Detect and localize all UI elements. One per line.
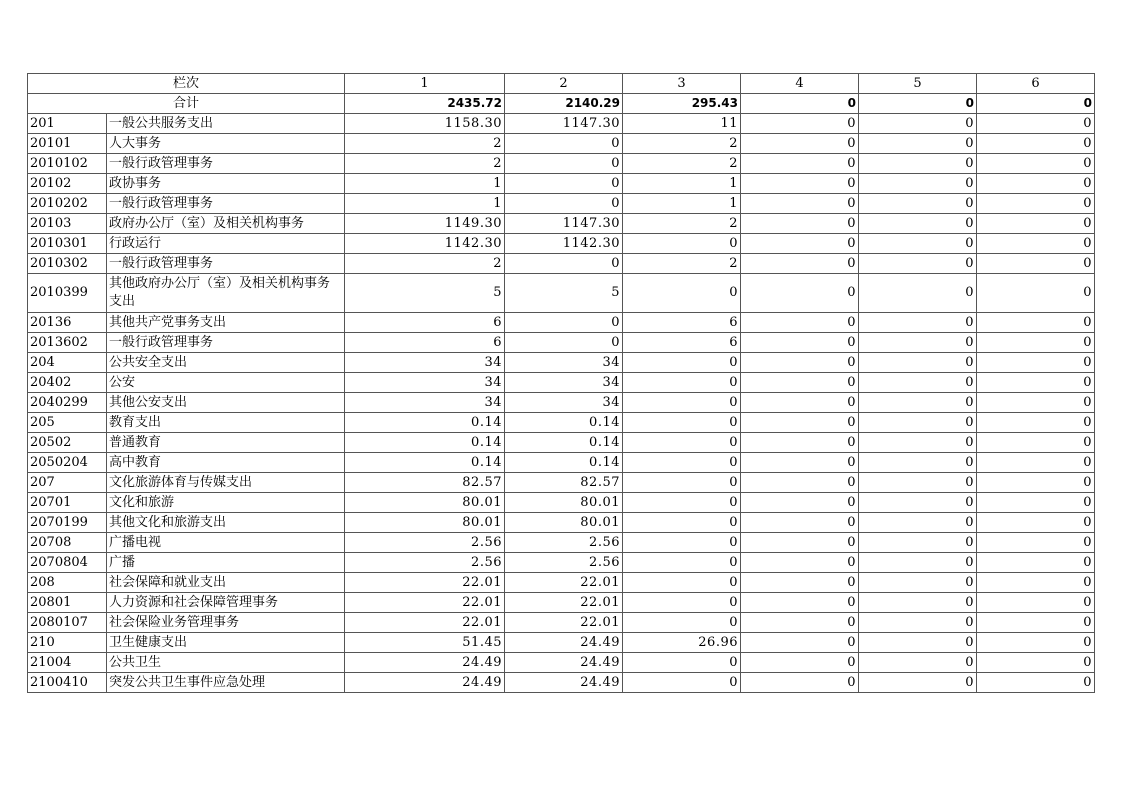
table-row <box>28 254 1095 274</box>
row-value: 34 <box>345 393 505 413</box>
row-value: 0 <box>741 613 859 633</box>
row-name: 政府办公厅（室）及相关机构事务 <box>107 214 345 234</box>
row-value: 0 <box>623 493 741 513</box>
row-value: 26.96 <box>623 633 741 653</box>
expenditure-table <box>27 73 1095 693</box>
row-value: 0 <box>741 633 859 653</box>
row-value: 0 <box>741 234 859 254</box>
row-value: 2 <box>345 254 505 274</box>
row-value: 1147.30 <box>505 214 623 234</box>
table-row <box>28 433 1095 453</box>
row-value: 82.57 <box>505 473 623 493</box>
row-value: 0 <box>977 633 1095 653</box>
table-row <box>28 413 1095 433</box>
row-code: 210 <box>28 633 107 653</box>
row-value: 0.14 <box>345 413 505 433</box>
row-value: 0 <box>741 134 859 154</box>
row-value: 0 <box>741 254 859 274</box>
row-value: 0 <box>741 433 859 453</box>
table-row <box>28 274 1095 313</box>
row-code: 20801 <box>28 593 107 613</box>
row-name: 文化和旅游 <box>107 493 345 513</box>
row-value: 80.01 <box>505 513 623 533</box>
table-row <box>28 653 1095 673</box>
row-code: 2010202 <box>28 194 107 214</box>
row-value: 1158.30 <box>345 114 505 134</box>
row-value: 6 <box>623 333 741 353</box>
row-value: 34 <box>505 393 623 413</box>
row-value: 0 <box>741 333 859 353</box>
total-label: 合计 <box>28 94 345 114</box>
table-row <box>28 234 1095 254</box>
row-value: 0 <box>977 613 1095 633</box>
row-value: 0 <box>859 373 977 393</box>
row-value: 0 <box>741 154 859 174</box>
row-value: 0 <box>505 254 623 274</box>
row-name: 教育支出 <box>107 413 345 433</box>
row-value: 0 <box>623 373 741 393</box>
row-code: 2070199 <box>28 513 107 533</box>
row-value: 0 <box>623 453 741 473</box>
row-value: 2.56 <box>505 533 623 553</box>
row-value: 0 <box>623 573 741 593</box>
table-row <box>28 214 1095 234</box>
row-value: 0 <box>623 274 741 313</box>
row-name: 一般行政管理事务 <box>107 194 345 214</box>
row-value: 0.14 <box>345 453 505 473</box>
row-value: 0 <box>977 194 1095 214</box>
row-value: 0 <box>977 214 1095 234</box>
row-name: 公安 <box>107 373 345 393</box>
row-value: 0.14 <box>505 453 623 473</box>
row-value: 0 <box>859 134 977 154</box>
row-value: 1 <box>623 194 741 214</box>
row-value: 24.49 <box>345 653 505 673</box>
row-value: 0 <box>741 473 859 493</box>
row-name: 高中教育 <box>107 453 345 473</box>
table-row <box>28 313 1095 333</box>
row-value: 82.57 <box>345 473 505 493</box>
row-code: 20103 <box>28 214 107 234</box>
row-value: 0 <box>859 593 977 613</box>
total-value: 0 <box>741 94 859 114</box>
row-value: 0 <box>859 453 977 473</box>
row-name: 其他文化和旅游支出 <box>107 513 345 533</box>
row-value: 0 <box>977 493 1095 513</box>
row-name: 突发公共卫生事件应急处理 <box>107 673 345 693</box>
row-value: 0 <box>859 214 977 234</box>
row-value: 0 <box>859 653 977 673</box>
row-code: 2013602 <box>28 333 107 353</box>
row-name: 普通教育 <box>107 433 345 453</box>
row-value: 0.14 <box>505 433 623 453</box>
table-row <box>28 633 1095 653</box>
table-row <box>28 114 1095 134</box>
row-value: 0 <box>623 673 741 693</box>
row-value: 0 <box>977 413 1095 433</box>
row-value: 34 <box>505 353 623 373</box>
row-value: 1 <box>623 174 741 194</box>
row-code: 2010102 <box>28 154 107 174</box>
total-value: 2140.29 <box>505 94 623 114</box>
row-value: 0 <box>741 553 859 573</box>
row-value: 0.14 <box>345 433 505 453</box>
row-value: 22.01 <box>505 613 623 633</box>
table-row <box>28 533 1095 553</box>
row-value: 0 <box>623 613 741 633</box>
row-value: 0 <box>859 353 977 373</box>
row-value: 80.01 <box>345 493 505 513</box>
row-value: 0 <box>741 214 859 234</box>
row-code: 201 <box>28 114 107 134</box>
table-row <box>28 593 1095 613</box>
header-col: 2 <box>505 74 623 94</box>
row-value: 0 <box>859 573 977 593</box>
row-value: 0 <box>977 453 1095 473</box>
row-value: 0 <box>741 453 859 473</box>
row-value: 1142.30 <box>345 234 505 254</box>
header-label: 栏次 <box>28 74 345 94</box>
row-code: 2050204 <box>28 453 107 473</box>
row-value: 0 <box>859 154 977 174</box>
row-value: 0 <box>977 513 1095 533</box>
row-value: 0 <box>505 174 623 194</box>
row-value: 0 <box>741 373 859 393</box>
row-value: 34 <box>345 373 505 393</box>
row-value: 0 <box>977 114 1095 134</box>
row-value: 0 <box>741 573 859 593</box>
row-value: 22.01 <box>505 593 623 613</box>
header-col: 6 <box>977 74 1095 94</box>
row-code: 2070804 <box>28 553 107 573</box>
row-value: 0 <box>977 473 1095 493</box>
row-name: 广播电视 <box>107 533 345 553</box>
row-name: 社会保障和就业支出 <box>107 573 345 593</box>
table-row <box>28 493 1095 513</box>
row-value: 11 <box>623 114 741 134</box>
row-value: 0 <box>977 393 1095 413</box>
row-value: 0 <box>741 393 859 413</box>
table-row <box>28 393 1095 413</box>
row-value: 6 <box>345 333 505 353</box>
row-value: 0 <box>859 433 977 453</box>
row-value: 0 <box>741 353 859 373</box>
row-value: 0 <box>859 393 977 413</box>
total-row <box>28 94 1095 114</box>
table-row <box>28 373 1095 393</box>
row-value: 0 <box>977 274 1095 313</box>
total-value: 295.43 <box>623 94 741 114</box>
row-value: 0 <box>741 413 859 433</box>
row-value: 0 <box>977 533 1095 553</box>
row-value: 24.49 <box>505 673 623 693</box>
row-name: 公共安全支出 <box>107 353 345 373</box>
row-value: 0 <box>623 353 741 373</box>
row-value: 0 <box>623 513 741 533</box>
row-value: 0 <box>977 154 1095 174</box>
table-row <box>28 333 1095 353</box>
header-col: 5 <box>859 74 977 94</box>
row-value: 0 <box>977 433 1095 453</box>
row-value: 2 <box>623 214 741 234</box>
row-value: 0 <box>741 513 859 533</box>
row-value: 34 <box>345 353 505 373</box>
row-value: 0 <box>859 533 977 553</box>
table-row <box>28 553 1095 573</box>
total-value: 0 <box>977 94 1095 114</box>
row-value: 0 <box>977 553 1095 573</box>
row-value: 0 <box>741 114 859 134</box>
row-name: 一般公共服务支出 <box>107 114 345 134</box>
row-value: 24.49 <box>345 673 505 693</box>
row-value: 0 <box>623 473 741 493</box>
row-value: 2 <box>623 154 741 174</box>
row-value: 0 <box>859 333 977 353</box>
row-value: 0 <box>505 333 623 353</box>
row-code: 204 <box>28 353 107 373</box>
row-value: 1142.30 <box>505 234 623 254</box>
header-col: 3 <box>623 74 741 94</box>
total-value: 2435.72 <box>345 94 505 114</box>
table-row <box>28 513 1095 533</box>
row-value: 1149.30 <box>345 214 505 234</box>
row-name: 一般行政管理事务 <box>107 333 345 353</box>
row-value: 0 <box>741 653 859 673</box>
row-code: 20101 <box>28 134 107 154</box>
row-value: 0 <box>505 134 623 154</box>
row-value: 0 <box>623 653 741 673</box>
row-value: 22.01 <box>345 593 505 613</box>
row-value: 0 <box>741 174 859 194</box>
row-value: 6 <box>345 313 505 333</box>
row-code: 2010302 <box>28 254 107 274</box>
total-value: 0 <box>859 94 977 114</box>
row-value: 0 <box>977 593 1095 613</box>
row-value: 2 <box>345 134 505 154</box>
row-name: 卫生健康支出 <box>107 633 345 653</box>
row-value: 0 <box>741 673 859 693</box>
row-value: 24.49 <box>505 653 623 673</box>
row-value: 0 <box>977 353 1095 373</box>
table-row <box>28 573 1095 593</box>
row-value: 2.56 <box>345 553 505 573</box>
row-code: 2010399 <box>28 274 107 313</box>
row-value: 1 <box>345 174 505 194</box>
row-value: 0.14 <box>505 413 623 433</box>
row-code: 20102 <box>28 174 107 194</box>
row-code: 208 <box>28 573 107 593</box>
row-value: 2 <box>345 154 505 174</box>
row-value: 2.56 <box>505 553 623 573</box>
row-value: 0 <box>859 473 977 493</box>
row-value: 0 <box>977 653 1095 673</box>
row-code: 20136 <box>28 313 107 333</box>
row-value: 0 <box>859 413 977 433</box>
table-row <box>28 473 1095 493</box>
row-value: 0 <box>741 274 859 313</box>
row-value: 0 <box>977 333 1095 353</box>
row-code: 2040299 <box>28 393 107 413</box>
header-col: 4 <box>741 74 859 94</box>
row-value: 2 <box>623 254 741 274</box>
row-value: 0 <box>859 613 977 633</box>
row-value: 0 <box>977 174 1095 194</box>
row-name: 人力资源和社会保障管理事务 <box>107 593 345 613</box>
row-value: 0 <box>623 593 741 613</box>
table-row <box>28 613 1095 633</box>
row-code: 207 <box>28 473 107 493</box>
row-name: 一般行政管理事务 <box>107 254 345 274</box>
row-value: 0 <box>859 114 977 134</box>
row-value: 22.01 <box>345 613 505 633</box>
table-row <box>28 353 1095 373</box>
row-name: 人大事务 <box>107 134 345 154</box>
row-value: 2 <box>623 134 741 154</box>
row-value: 0 <box>859 274 977 313</box>
row-value: 5 <box>505 274 623 313</box>
row-value: 0 <box>623 433 741 453</box>
row-name: 政协事务 <box>107 174 345 194</box>
row-value: 80.01 <box>345 513 505 533</box>
row-value: 0 <box>623 393 741 413</box>
table-row <box>28 154 1095 174</box>
row-code: 20708 <box>28 533 107 553</box>
table-row <box>28 174 1095 194</box>
table-row <box>28 453 1095 473</box>
row-name: 其他公安支出 <box>107 393 345 413</box>
row-code: 20502 <box>28 433 107 453</box>
row-name: 公共卫生 <box>107 653 345 673</box>
row-name: 其他共产党事务支出 <box>107 313 345 333</box>
row-value: 0 <box>859 673 977 693</box>
row-name: 一般行政管理事务 <box>107 154 345 174</box>
row-value: 22.01 <box>505 573 623 593</box>
row-value: 0 <box>859 493 977 513</box>
row-value: 80.01 <box>505 493 623 513</box>
row-value: 0 <box>977 313 1095 333</box>
row-value: 0 <box>623 553 741 573</box>
row-value: 0 <box>859 254 977 274</box>
row-code: 2080107 <box>28 613 107 633</box>
row-value: 0 <box>977 373 1095 393</box>
row-value: 0 <box>859 174 977 194</box>
row-value: 0 <box>859 313 977 333</box>
row-value: 0 <box>859 633 977 653</box>
header-row <box>28 74 1095 94</box>
row-value: 2.56 <box>345 533 505 553</box>
row-name: 社会保险业务管理事务 <box>107 613 345 633</box>
row-code: 21004 <box>28 653 107 673</box>
row-code: 2010301 <box>28 234 107 254</box>
row-value: 0 <box>977 573 1095 593</box>
row-value: 0 <box>741 194 859 214</box>
row-value: 0 <box>859 513 977 533</box>
row-name: 其他政府办公厅（室）及相关机构事务支出 <box>107 274 345 313</box>
row-value: 24.49 <box>505 633 623 653</box>
row-value: 0 <box>505 194 623 214</box>
row-value: 0 <box>977 673 1095 693</box>
row-value: 51.45 <box>345 633 505 653</box>
row-value: 0 <box>623 234 741 254</box>
table-row <box>28 194 1095 214</box>
row-value: 0 <box>741 533 859 553</box>
row-value: 1147.30 <box>505 114 623 134</box>
row-code: 205 <box>28 413 107 433</box>
row-value: 0 <box>741 593 859 613</box>
row-value: 0 <box>977 134 1095 154</box>
row-code: 2100410 <box>28 673 107 693</box>
row-value: 1 <box>345 194 505 214</box>
row-value: 0 <box>977 254 1095 274</box>
table-row <box>28 673 1095 693</box>
row-value: 0 <box>859 553 977 573</box>
row-value: 5 <box>345 274 505 313</box>
row-name: 行政运行 <box>107 234 345 254</box>
row-value: 0 <box>505 154 623 174</box>
row-code: 20402 <box>28 373 107 393</box>
row-value: 0 <box>859 194 977 214</box>
row-value: 22.01 <box>345 573 505 593</box>
row-value: 0 <box>623 533 741 553</box>
table-row <box>28 134 1095 154</box>
row-name: 文化旅游体育与传媒支出 <box>107 473 345 493</box>
row-value: 0 <box>505 313 623 333</box>
row-value: 0 <box>741 313 859 333</box>
header-col: 1 <box>345 74 505 94</box>
row-value: 0 <box>741 493 859 513</box>
row-name: 广播 <box>107 553 345 573</box>
row-value: 6 <box>623 313 741 333</box>
row-code: 20701 <box>28 493 107 513</box>
row-value: 0 <box>859 234 977 254</box>
row-value: 0 <box>977 234 1095 254</box>
row-value: 34 <box>505 373 623 393</box>
row-value: 0 <box>623 413 741 433</box>
